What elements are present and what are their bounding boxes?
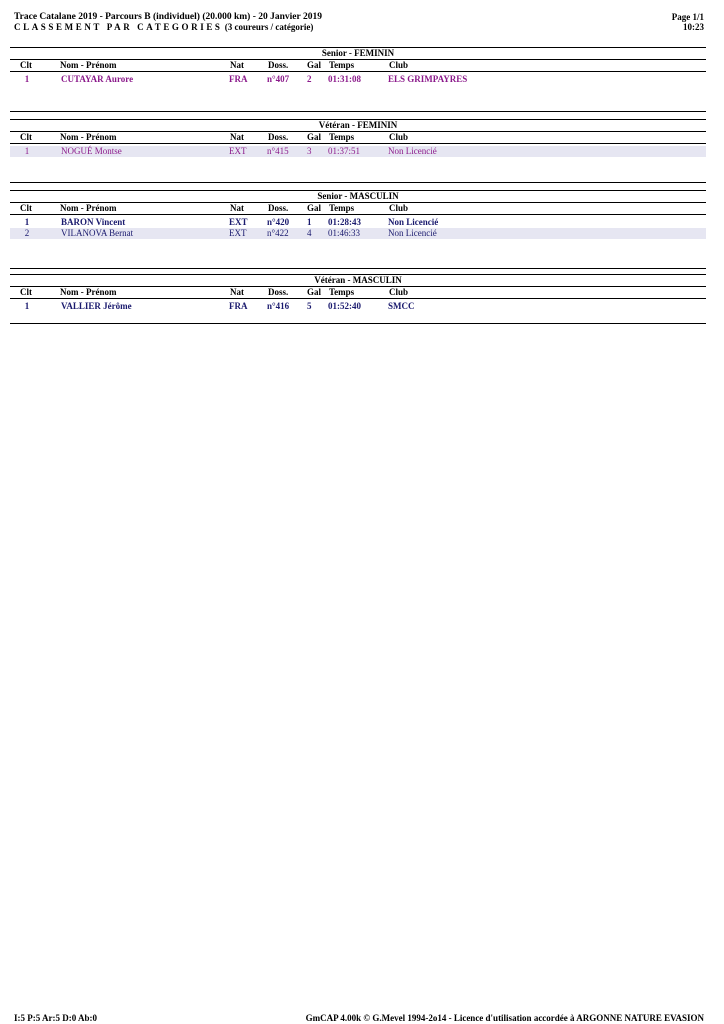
col-club: Club — [389, 287, 409, 297]
col-doss: Doss. — [268, 132, 289, 142]
report-note: (3 coureurs / catégorie) — [224, 22, 314, 32]
event-title: Trace Catalane 2019 - Parcours B (individuel) (20.000 km) - 20 Janvier 2019 — [14, 12, 322, 22]
cell-name: VILANOVA Bernat — [61, 228, 134, 238]
category-title: Senior - MASCULIN — [10, 190, 706, 203]
cell-name: BARON Vincent — [61, 217, 126, 227]
cell-nat: EXT — [229, 228, 247, 238]
cell-temps: 01:52:40 — [328, 301, 361, 311]
col-clt: Clt — [20, 287, 32, 297]
print-time: 10:23 — [683, 22, 704, 32]
col-temps: Temps — [329, 60, 355, 70]
cell-nat: EXT — [229, 146, 247, 156]
col-nat: Nat — [230, 60, 244, 70]
cell-clt: 1 — [24, 301, 30, 311]
cell-club: SMCC — [388, 301, 415, 311]
category-section — [10, 119, 706, 157]
cell-name: CUTAYAR Aurore — [61, 74, 134, 84]
cell-club: Non Licencié — [388, 228, 437, 238]
section-divider — [10, 323, 706, 324]
footer-credit: GmCAP 4.00k © G.Mevel 1994-2o14 - Licence d'utilisation accordée à ARGONNE NATURE EVASION — [305, 1013, 704, 1023]
cell-doss: n°420 — [267, 217, 290, 227]
section-divider — [10, 111, 706, 112]
cell-clt: 1 — [24, 217, 30, 227]
page-number: Page 1/1 — [671, 12, 704, 22]
col-doss: Doss. — [268, 60, 289, 70]
cell-doss: n°422 — [267, 228, 289, 238]
cell-doss: n°416 — [267, 301, 290, 311]
cell-temps: 01:31:08 — [328, 74, 361, 84]
col-club: Club — [389, 132, 409, 142]
section-divider — [10, 182, 706, 183]
col-temps: Temps — [329, 132, 355, 142]
col-nat: Nat — [230, 132, 244, 142]
cell-temps: 01:46:33 — [328, 228, 361, 238]
cell-clt: 1 — [24, 74, 30, 84]
report-type: CLASSEMENT PAR CATEGORIES — [14, 22, 223, 32]
category-title: Vétéran - MASCULIN — [10, 274, 706, 287]
cell-temps: 01:28:43 — [328, 217, 361, 227]
col-clt: Clt — [20, 132, 32, 142]
category-section — [10, 274, 706, 312]
table-row — [10, 146, 706, 157]
col-gal: Gal — [307, 203, 322, 213]
category-section — [10, 47, 706, 85]
col-club: Club — [389, 203, 409, 213]
category-title: Vétéran - FEMININ — [10, 119, 706, 132]
col-temps: Temps — [329, 203, 355, 213]
category-section — [10, 190, 706, 239]
col-nat: Nat — [230, 287, 244, 297]
cell-gal: 5 — [307, 301, 312, 311]
report-subtitle — [14, 22, 322, 32]
cell-nat: FRA — [229, 301, 248, 311]
footer-stats: I:5 P:5 Ar:5 D:0 Ab:0 — [14, 1013, 97, 1023]
cell-club: ELS GRIMPAYRES — [388, 74, 468, 84]
table-row — [10, 217, 706, 228]
col-gal: Gal — [307, 132, 322, 142]
cell-doss: n°415 — [267, 146, 289, 156]
table-row — [10, 301, 706, 312]
cell-gal: 3 — [307, 146, 312, 156]
col-doss: Doss. — [268, 203, 289, 213]
cell-club: Non Licencié — [388, 217, 439, 227]
col-clt: Clt — [20, 203, 32, 213]
column-header-row — [10, 203, 706, 215]
column-header-row — [10, 287, 706, 299]
cell-gal: 2 — [307, 74, 312, 84]
col-gal: Gal — [307, 287, 322, 297]
column-header-row — [10, 132, 706, 144]
col-name: Nom - Prénom — [60, 132, 117, 142]
cell-name: NOGUÉ Montse — [61, 146, 122, 156]
col-name: Nom - Prénom — [60, 203, 117, 213]
cell-gal: 4 — [307, 228, 312, 238]
col-nat: Nat — [230, 203, 244, 213]
table-row — [10, 228, 706, 239]
cell-gal: 1 — [307, 217, 312, 227]
col-name: Nom - Prénom — [60, 60, 117, 70]
section-divider — [10, 268, 706, 269]
cell-club: Non Licencié — [388, 146, 437, 156]
col-clt: Clt — [20, 60, 32, 70]
page-info — [672, 12, 704, 32]
report-header — [14, 12, 322, 32]
col-gal: Gal — [307, 60, 322, 70]
table-row — [10, 74, 706, 85]
col-temps: Temps — [329, 287, 355, 297]
cell-temps: 01:37:51 — [328, 146, 361, 156]
cell-nat: EXT — [229, 217, 248, 227]
column-header-row — [10, 60, 706, 72]
col-name: Nom - Prénom — [60, 287, 117, 297]
category-title: Senior - FEMININ — [10, 47, 706, 60]
cell-clt: 2 — [24, 228, 30, 238]
cell-clt: 1 — [24, 146, 30, 156]
cell-doss: n°407 — [267, 74, 290, 84]
col-doss: Doss. — [268, 287, 289, 297]
col-club: Club — [389, 60, 409, 70]
cell-nat: FRA — [229, 74, 248, 84]
cell-name: VALLIER Jérôme — [61, 301, 132, 311]
